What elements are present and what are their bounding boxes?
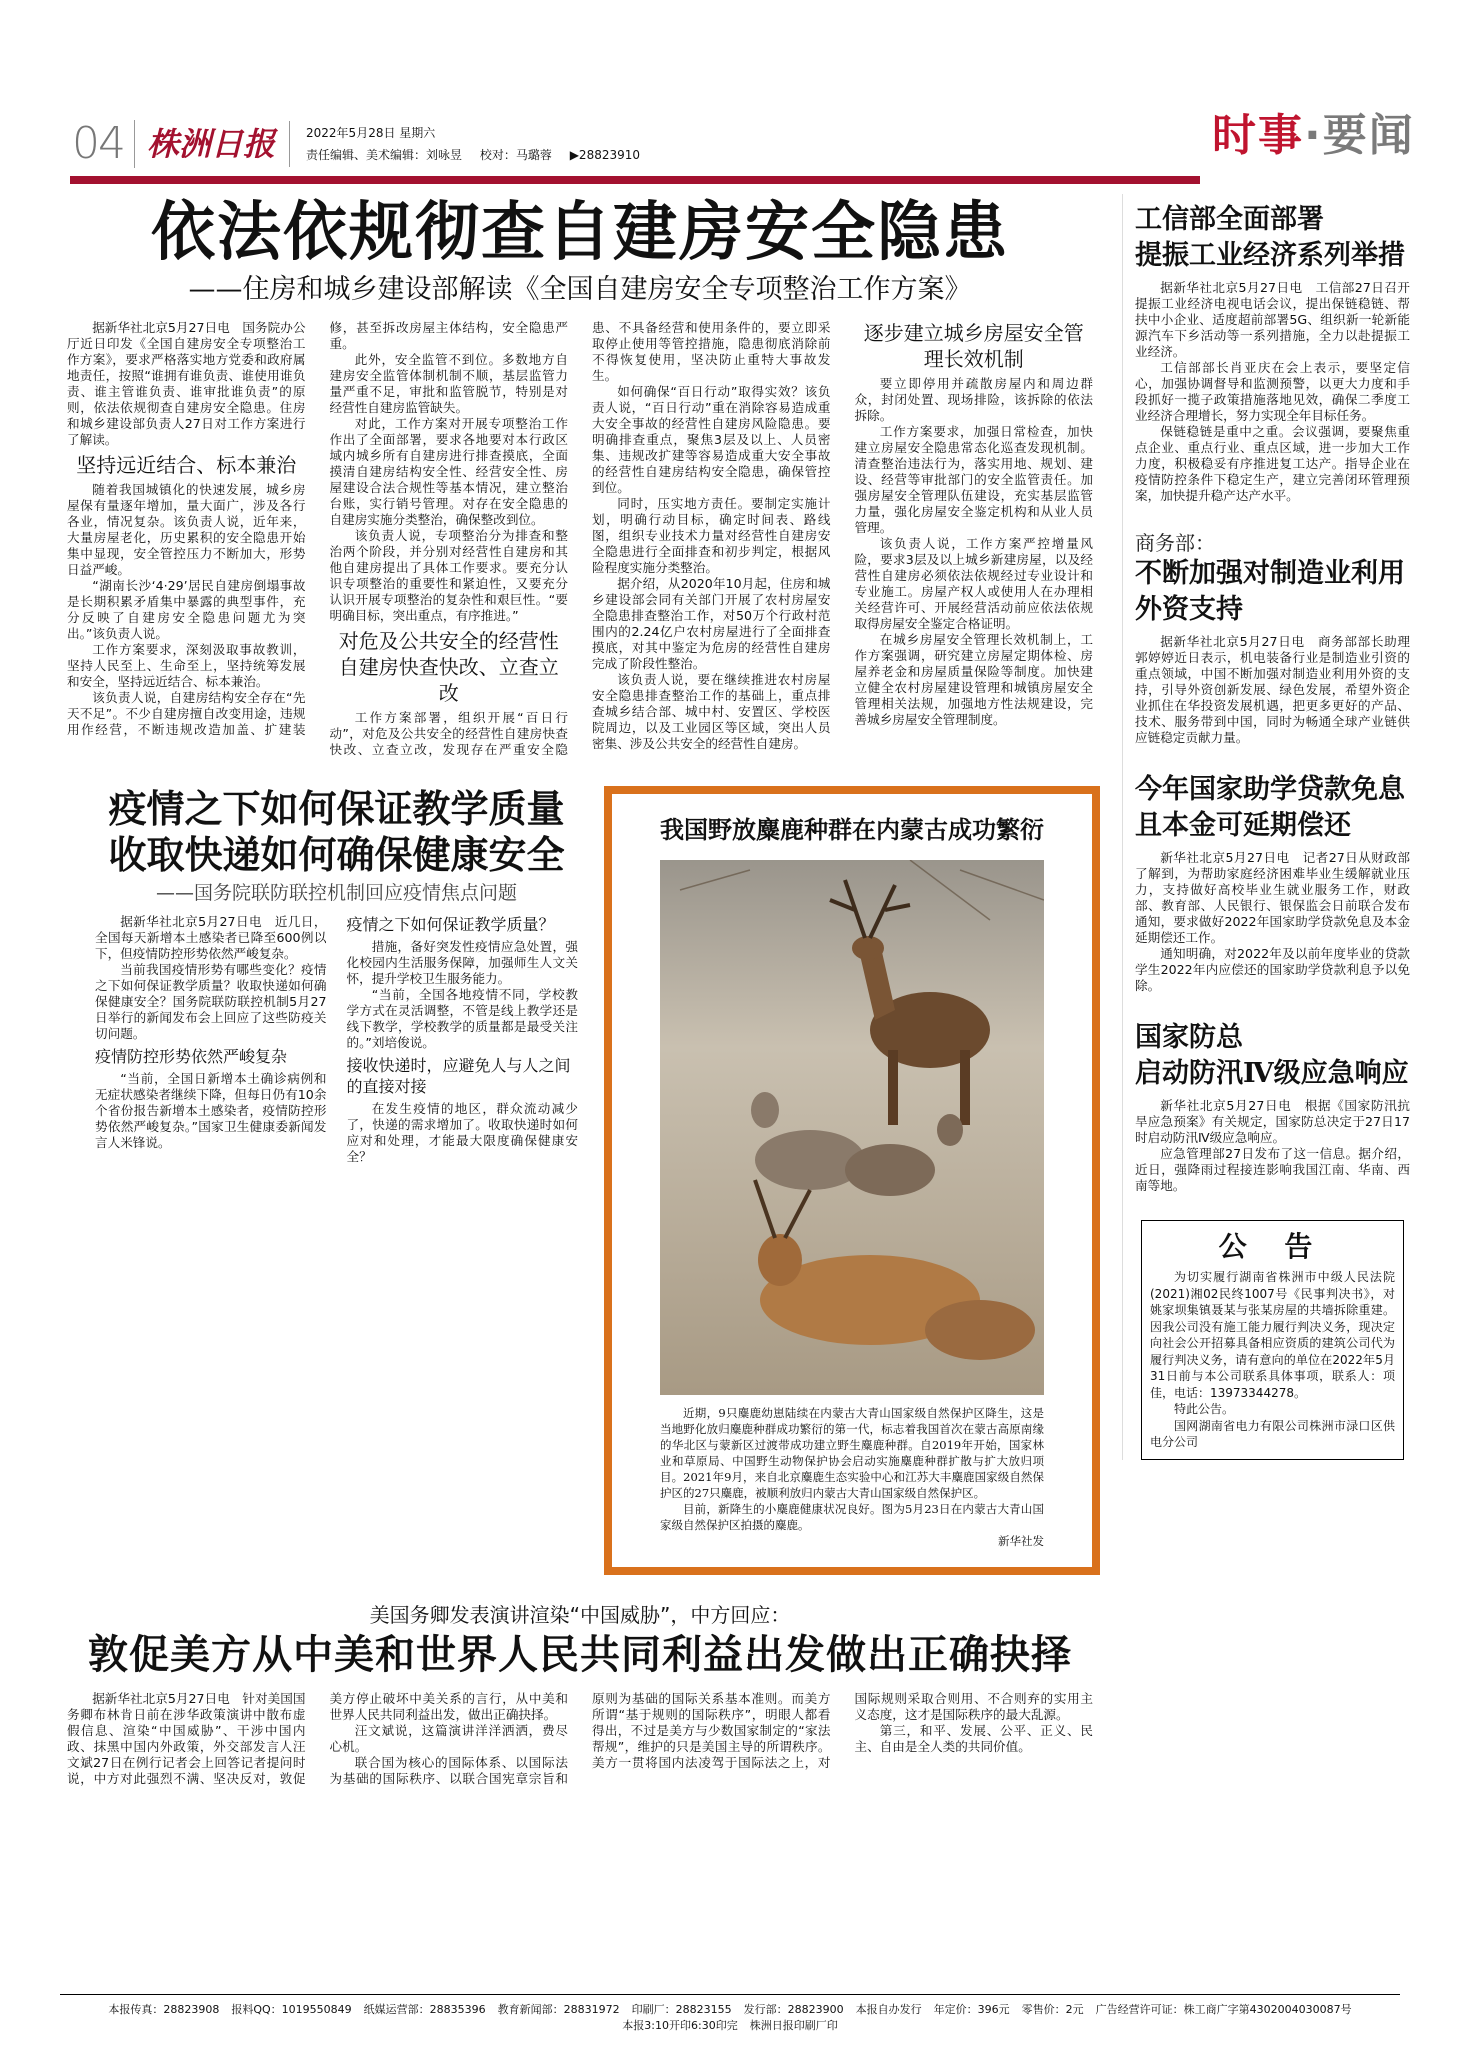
article-paragraph: 当前我国疫情形势有哪些变化？疫情之下如何保证教学质量？收取快递如何确保健康安全？国务院联防联控机制5月27日举行的新闻发布会上回应了这些防疫关切问题。: [95, 962, 327, 1041]
article-paragraph: 该负责人说，自建房结构安全存在“先天不足”。不少自建房擅自改变用途，违规用作经营，不断违规改造加盖、扩建装修，甚至拆改房屋主体结构，安全隐患严重。: [67, 320, 568, 737]
page-number: 04: [70, 120, 135, 168]
notice-closing: 特此公告。: [1174, 1402, 1235, 1416]
miit-article: [1135, 202, 1410, 504]
hotline: ▶28823910: [569, 148, 641, 162]
notice-title: 公 告: [1218, 1230, 1327, 1263]
public-notice: [1141, 1220, 1404, 1460]
article-paragraph: 在城乡房屋安全管理长效机制上，工作方案强调，研究建立房屋定期体检、房屋养老金和房屋质量保险等制度。加快建立健全农村房屋建设管理和城镇房屋安全管理相关法规，加强地方性法规建设，完善城乡房屋安全管理制度。: [854, 632, 1093, 727]
miit-headline-1: 工信部全面部署: [1135, 204, 1324, 235]
article-paragraph: 该负责人说，要在继续推进农村房屋安全隐患排查整治工作的基础上，重点排查城乡结合部、城中村、安置区、学校医院周边，以及工业园区等区域，突出人员密集、涉及公共安全的经营性自建房。: [592, 672, 831, 751]
footer-item: 本报传真：28823908: [108, 2003, 220, 2016]
section-dot: ·: [1304, 110, 1323, 161]
loans-headline: 今年国家助学贷款免息且本金可延期偿还: [1135, 774, 1405, 841]
loans-body: [1135, 850, 1410, 994]
article-subheading: 接收快递时，应避免人与人之间的直接对接: [346, 1056, 571, 1096]
article-paragraph: 此外，安全监管不到位。多数地方自建房安全监管体制机制不顺，基层监管力量严重不足，审批和监管脱节，特别是对经营性自建房监管缺失。: [329, 352, 568, 415]
caption-paragraph-1: 近期，9只麋鹿幼崽陆续在内蒙古大青山国家级自然保护区降生，这是当地野化放归麋鹿种群成功繁衍的第一代，标志着我国首次在蒙古高原南缘的华北区与蒙新区过渡带成功建立野生麋鹿种群。自2019年开始，国家林业和草原局、中国野生动物保护协会启动实施麋鹿种群扩散与扩大放归项目。2021年9月，来自北京麋鹿生态实验中心和江苏大丰麋鹿国家级自然保护区的27只麋鹿，被顺利放归内蒙古大青山国家级自然保护区。: [660, 1406, 1044, 1500]
commerce-article: [1135, 530, 1410, 746]
footer-item: 本报3:10开印6:30印完: [622, 2019, 738, 2032]
page-content: [60, 194, 1410, 1787]
commerce-kicker: 商务部：: [1135, 531, 1215, 555]
issue-date: 2022年5月28日 星期六: [306, 126, 436, 140]
us-article-body: [60, 1691, 1100, 1787]
right-column: [1122, 194, 1410, 1460]
footer-item: 印刷厂：28823155: [631, 2003, 732, 2016]
epidemic-subheadline: ——国务院联防联控机制回应疫情焦点问题: [155, 882, 517, 904]
article-paragraph: 工信部部长肖亚庆在会上表示，要坚定信心，加强协调督导和监测预警，以更大力度和手段抓好一揽子政策措施落地见效，确保二季度工业经济合理增长，努力实现全年目标任务。: [1135, 360, 1410, 423]
footer-item: 广告经营许可证：株工商广字第4302004030087号: [1095, 2003, 1352, 2016]
article-paragraph: 据新华社北京5月27日电 国务院办公厅近日印发《全国自建房安全专项整治工作方案》，要求严格落实地方党委和政府属地责任，按照“谁拥有谁负责、谁使用谁负责、谁主管谁负责、谁审批谁负责”的原则，依法依规彻查自建房安全隐患。住房和城乡建设部负责人27日对工作方案进行了解读。: [67, 320, 306, 447]
article-paragraph: 据新华社北京5月27日电 针对美国国务卿布林肯日前在涉华政策演讲中散布虚假信息、渲染“中国威胁”、干涉中国内政、抹黑中国内外政策，外交部发言人汪文斌27日在例行记者会上回答记者提问时说，中方对此强烈不满、坚决反对，敦促美方停止破坏中美关系的言行，从中美和世界人民共同利益出发，做出正确抉择。: [67, 1691, 568, 1786]
deer-photo: [660, 860, 1044, 1395]
article-paragraph: 工作方案要求，深刻汲取事故教训，坚持人民至上、生命至上，坚持统筹发展和安全，坚持远近结合、标本兼治。: [67, 642, 306, 689]
footer-item: 本报自办发行: [855, 2003, 922, 2016]
article-paragraph: 在发生疫情的地区，群众流动减少了，快递的需求增加了。收取快递时如何应对和处理，才能最大限度确保健康安全？: [346, 1101, 578, 1164]
article-paragraph: 据新华社北京5月27日电 商务部部长助理郭婷婷近日表示，机电装备行业是制造业引资的重点领域，中国不断加强对制造业利用外资的支持，引导外资创新发展、绿色发展，希望外资企业抓住在华投资发展机遇，把更多更好的产品、技术、服务带到中国，同时为畅通全球产业链供应链稳定贡献力量。: [1135, 634, 1410, 745]
article-paragraph: 应急管理部27日发布了这一信息。据介绍，近日，强降雨过程接连影响我国江南、华南、西南等地。: [1135, 1146, 1410, 1193]
article-paragraph: 该负责人说，专项整治分为排查和整治两个阶段，并分别对经营性自建房和其他自建房提出了具体工作要求。要充分认识专项整治的重要性和紧迫性，又要充分认识开展专项整治的复杂性和艰巨性。“要明确目标，突出重点，有序推进。”: [329, 528, 568, 623]
notice-signature: 国网湖南省电力有限公司株洲市渌口区供电分公司: [1150, 1418, 1395, 1449]
article-paragraph: “湖南长沙‘4·29’居民自建房倒塌事故是长期积累矛盾集中暴露的典型事件，充分反映了自建房安全隐患问题尤为突出。”该负责人说。: [67, 578, 306, 641]
article-paragraph: 第三，和平、发展、公平、正义、民主、自由是全人类的共同价值。: [854, 1723, 1093, 1754]
article-paragraph: 要立即停用并疏散房屋内和周边群众，封闭处置、现场排险，该拆除的依法拆除。: [854, 376, 1093, 423]
article-subheading: 疫情之下如何保证教学质量？: [346, 915, 555, 934]
main-article-body: [60, 320, 1100, 758]
article-paragraph: 保链稳链是重中之重。会议强调，要聚焦重点企业、重点行业、重点区域，进一步加大工作力度，积极稳妥有序推进复工达产。指导企业在疫情防控条件下稳定生产，建立完善闭环管理预案，加快提升稳产达产水平。: [1135, 424, 1410, 503]
main-headline: 依法依规彻查自建房安全隐患: [151, 196, 1009, 270]
article-subheading: 疫情防控形势依然严峻复杂: [95, 1047, 288, 1066]
photo-credit: 新华社发: [998, 1534, 1044, 1548]
footer-item: 株洲日报印刷厂印: [749, 2019, 838, 2032]
article-paragraph: 工作方案部署，组织开展“百日行动”，对危及公共安全的经营性自建房快查快改、立查立改，发现存在严重安全隐患、不具备经营和使用条件的，要立即采取停止使用等管控措施，隐患彻底消除前不得恢复使用，坚决防止重特大事故发生。: [329, 320, 831, 757]
notice-body: 为切实履行湖南省株洲市中级人民法院(2021)湘02民终1007号《民事判决书》，对姚家坝集镇聂某与张某房屋的共墙拆除重建。因我公司没有施工能力履行判决义务，现决定向社会公开招募具备相应资质的建筑公司代为履行判决义务，请有意向的单位在2022年5月31日前与本公司联系具体事项，联系人：项佳，电话：13973344278。: [1150, 1270, 1395, 1400]
article-paragraph: 同时，压实地方责任。要制定实施计划，明确行动目标，确定时间表、路线图，组织专业技术力量对经营性自建房安全隐患进行全面排查和初步判定，根据风险程度实施分类整治。: [592, 496, 831, 575]
middle-row: [60, 786, 1100, 1575]
article-paragraph: 通知明确，对2022年及以前年度毕业的贷款学生2022年内应偿还的国家助学贷款利息予以免除。: [1135, 946, 1410, 993]
article-paragraph: 汪文斌说，这篇演讲洋洋洒洒，费尽心机。: [329, 1723, 568, 1754]
miit-body: [1135, 280, 1410, 504]
article-paragraph: 据新华社北京5月27日电 工信部27日召开提振工业经济电视电话会议，提出保链稳链、帮扶中小企业、适度超前部署5G、组织新一轮新能源汽车下乡活动等一系列措施，全力以赴提振工业经济。: [1135, 280, 1410, 359]
article-subheading: 对危及公共安全的经营性自建房快查快改、立查立改: [338, 629, 559, 705]
flood-headline-1: 国家防总: [1135, 1022, 1243, 1053]
editor: 责任编辑、美术编辑：刘咏昱: [306, 148, 463, 162]
footer-item: 发行部：28823900: [743, 2003, 844, 2016]
proofreader: 校对：马璐蓉: [479, 148, 552, 162]
article-paragraph: 如何确保“百日行动”取得实效？该负责人说，“百日行动”重在消除容易造成重大安全事故的经营性自建房风险隐患。要明确排查重点，聚焦3层及以上、人员密集、违规改扩建等容易造成重大安全事故的经营性自建房结构安全隐患，确保管控到位。: [592, 384, 831, 495]
commerce-headline: 不断加强对制造业利用外资支持: [1135, 558, 1405, 625]
newspaper-logo: 株洲日报: [135, 121, 290, 167]
miit-headline-2: 提振工业经济系列举措: [1135, 240, 1405, 271]
epidemic-article: [60, 786, 578, 1165]
issue-meta: [290, 122, 654, 166]
article-paragraph: 该负责人说，工作方案严控增量风险，要求3层及以上城乡新建房屋，以及经营性自建房必须依法依规经过专业设计和专业施工。房屋产权人或使用人在办理相关经营许可、开展经营活动前应依法依规取得房屋安全鉴定合格证明。: [854, 536, 1093, 631]
editor-credits: [306, 144, 654, 166]
section-gray: 要闻: [1322, 110, 1415, 161]
article-paragraph: 新华社北京5月27日电 记者27日从财政部了解到，为帮助家庭经济困难毕业生缓解就业压力，支持做好高校毕业生就业服务工作，财政部、教育部、人民银行、银保监会日前联合发布通知，要求做好2022年国家助学贷款免息及本金延期偿还工作。: [1135, 850, 1410, 945]
article-paragraph: “当前，全国各地疫情不同，学校教学方式在灵活调整，不管是线上教学还是线下教学，学校教学的质量都是最受关注的。”刘培俊说。: [346, 987, 578, 1050]
footer: [60, 1980, 1400, 2064]
footer-info: [60, 2002, 1400, 2034]
flood-body: [1135, 1098, 1410, 1194]
epidemic-headline-2: 收取快递如何确保健康安全: [108, 832, 565, 877]
us-kicker: 美国务卿发表演讲渲染“中国威胁”，中方回应：: [369, 1603, 791, 1627]
epidemic-headline: [95, 786, 578, 878]
article-paragraph: 随着我国城镇化的快速发展，城乡房屋保有量逐年增加，量大面广，涉及各行各业，情况复杂。该负责人说，近年来，大量房屋老化，历史累积的安全隐患开始集中显现，安全管控压力不断加大，形势日益严峻。: [67, 482, 306, 577]
photo-feature: [604, 786, 1100, 1575]
article-paragraph: “当前，全国日新增本土确诊病例和无症状感染者继续下降，但每日仍有10余个省份报告新增本土感染者，疫情防控形势依然严峻复杂。”国家卫生健康委新闻发言人米锋说。: [95, 1071, 327, 1150]
article-subheading: 逐步建立城乡房屋安全管理长效机制: [863, 321, 1084, 371]
flood-headline-2: 启动防汛Ⅳ级应急响应: [1135, 1058, 1409, 1089]
footer-item: 零售价：2元: [1021, 2003, 1084, 2016]
photo-caption: [660, 1405, 1044, 1549]
masthead-bar: [70, 112, 1200, 184]
article-subheading: 坚持远近结合、标本兼治: [76, 453, 297, 477]
article-paragraph: 对此，工作方案对开展专项整治工作作出了全面部署，要求各地要对本行政区域内城乡所有自建房进行排查摸底，全面摸清自建房结构安全性、经营安全性、房屋建设合法合规性等基本情况，建立整治台账，实行销号管理。对存在安全隐患的自建房实施分类整治，确保整改到位。: [329, 416, 568, 527]
article-paragraph: 措施，备好突发性疫情应急处置，强化校园内生活服务保障，加强师生人文关怀，提升学校卫生服务能力。: [346, 939, 578, 986]
commerce-body: [1135, 634, 1410, 746]
section-red: 时事: [1212, 110, 1304, 161]
epidemic-headline-1: 疫情之下如何保证教学质量: [108, 786, 565, 831]
footer-item: 报料QQ：1019550849: [231, 2003, 352, 2016]
left-region: [60, 194, 1100, 1787]
footer-item: 纸媒运营部：28835396: [363, 2003, 486, 2016]
caption-paragraph-2: 目前，新降生的小麋鹿健康状况良好。图为5月23日在内蒙古大青山国家级自然保护区拍摄的麋鹿。: [660, 1502, 1044, 1532]
flood-article: [1135, 1020, 1410, 1194]
article-paragraph: 据介绍，从2020年10月起，住房和城乡建设部会同有关部门开展了农村房屋安全隐患排查整治工作，对50万个行政村范围内的2.24亿户农村房屋进行了全面排查摸底，对其中鉴定为危房的经营性自建房完成了阶段性整治。: [592, 576, 831, 671]
article-paragraph: 联合国为核心的国际体系、以国际法为基础的国际秩序、以联合国宪章宗旨和原则为基础的国际关系基本准则。而美方所谓“基于规则的国际秩序”，明眼人都看得出，不过是美方与少数国家制定的“家法帮规”，维护的只是美国主导的所谓秩序。美方一贯将国内法凌驾于国际法之上，对国际规则采取合则用、不合则弃的实用主义态度，这才是国际秩序的最大乱源。: [329, 1691, 1093, 1786]
footer-rule: [60, 1994, 1400, 1995]
footer-item: 教育新闻部：28831972: [497, 2003, 620, 2016]
article-paragraph: 工作方案要求，加强日常检查，加快建立房屋安全隐患常态化巡查发现机制。清查整治违法行为，落实用地、规划、建设、经营等审批部门的安全监管责任。加强房屋安全管理队伍建设，充实基层监管力量，强化房屋安全鉴定机构和从业人员管理。: [854, 424, 1093, 535]
us-article: [60, 1601, 1100, 1787]
article-paragraph: 据新华社北京5月27日电 近几日，全国每天新增本土感染者已降至600例以下，但疫情防控形势依然严峻复杂。: [95, 914, 327, 961]
loans-article: [1135, 772, 1410, 994]
masthead: [70, 104, 1415, 184]
epidemic-body: [95, 914, 578, 1165]
us-headline: 敦促美方从中美和世界人民共同利益出发做出正确抉择: [88, 1632, 1072, 1678]
main-subheadline: ——住房和城乡建设部解读《全国自建房安全专项整治工作方案》: [188, 274, 972, 305]
photo-title: 我国野放麋鹿种群在内蒙古成功繁衍: [660, 815, 1044, 844]
section-title: [1212, 104, 1415, 168]
footer-item: 年定价：396元: [933, 2003, 1010, 2016]
article-paragraph: 新华社北京5月27日电 根据《国家防汛抗旱应急预案》有关规定，国家防总决定于27日17时启动防汛Ⅳ级应急响应。: [1135, 1098, 1410, 1145]
